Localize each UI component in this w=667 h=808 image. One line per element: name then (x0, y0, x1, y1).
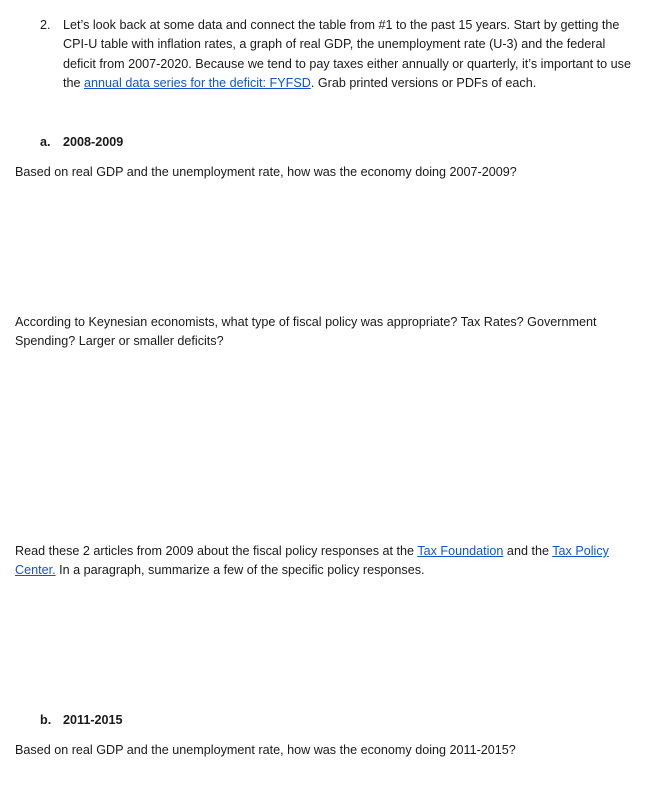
section-b-question-1: Based on real GDP and the unemployment rate, how was the economy doing 2011-2015? (15, 743, 516, 757)
section-a-title: 2008-2009 (63, 135, 124, 149)
question-3-outro: In a paragraph, summarize a few of the specific policy responses. (55, 563, 425, 577)
question-2-intro: Let’s look back at some data and connect the table from #1 to the past 15 years. Start by getting the CPI-U table with inflation rates, a graph of real GDP, the unemployment rate (U-3) and the federal deficit from 2007-2020. Because we tend to pay taxes either annually or quarterly, it’s important to use the (63, 18, 631, 91)
question-2-text (63, 16, 638, 94)
list-number: 2. (40, 18, 51, 32)
question-2-outro: . Grab printed versions or PDFs of each. (310, 76, 537, 91)
section-a-heading (40, 133, 123, 152)
section-b-heading (40, 711, 123, 730)
section-b-title: 2011-2015 (63, 713, 123, 727)
section-a-letter: a. (40, 135, 51, 149)
question-3-middle: and the (503, 544, 553, 558)
section-a-question-2: According to Keynesian economists, what type of fiscal policy was appropriate? Tax Rates? Government Spending? Larger or smaller deficits? (15, 315, 597, 348)
tax-foundation-link[interactable]: Tax Foundation (417, 544, 504, 558)
section-a-question-1: Based on real GDP and the unemployment rate, how was the economy doing 2007-2009? (15, 165, 517, 179)
section-a-question-3 (15, 542, 645, 580)
section-b-letter: b. (40, 713, 52, 727)
tax-policy-center-link[interactable]: Tax Policy Center. (15, 544, 609, 577)
fyfsd-link[interactable]: annual data series for the deficit: FYFSD (84, 76, 311, 91)
question-3-intro: Read these 2 articles from 2009 about the fiscal policy responses at the (15, 544, 418, 558)
